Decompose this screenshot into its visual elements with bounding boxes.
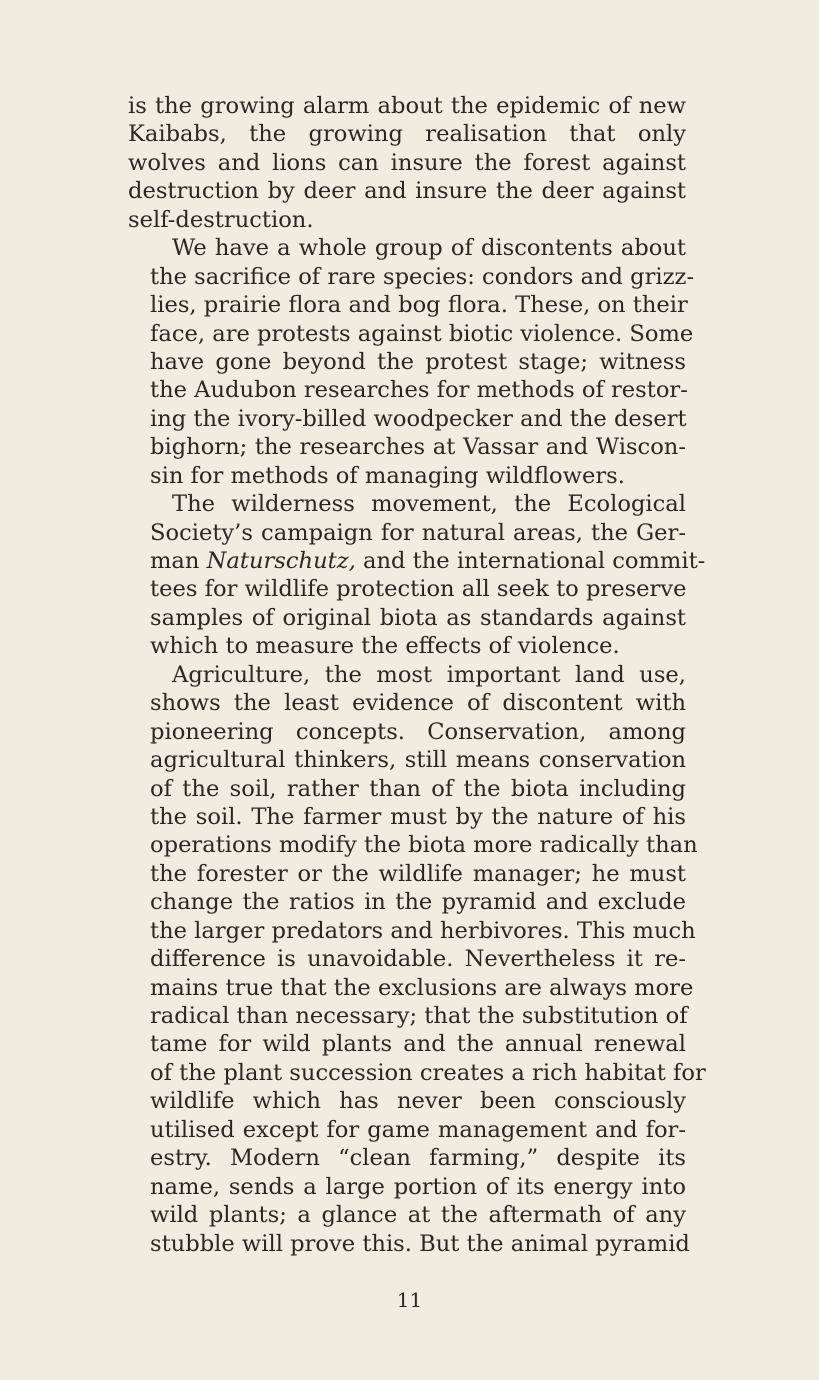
text-line: is the growing alarm about the epidemic of new xyxy=(128,93,686,119)
paragraph-4 xyxy=(128,661,706,1258)
body-text xyxy=(128,92,706,1258)
paragraph-3 xyxy=(128,490,706,661)
text-line: the larger predators and herbivores. This much xyxy=(150,917,696,944)
text-line: bighorn; the researches at Vassar and Wiscon- xyxy=(150,434,686,461)
text-line: tees for wildlife protection all seek to preserve xyxy=(150,576,687,603)
text-line: the sacrifice of rare species: condors and grizz- xyxy=(150,263,695,290)
text-line: tame for wild plants and the annual renewal xyxy=(150,1031,686,1058)
text-line: mains true that the exclusions are always more xyxy=(150,974,694,1001)
text-line: stubble will prove this. But the animal pyramid xyxy=(150,1230,690,1257)
text-line: Society’s campaign for natural areas, the Ger- xyxy=(150,519,686,546)
text-line: ing the ivory-billed woodpecker and the desert xyxy=(150,405,687,432)
text-line: The wilderness movement, the Ecological xyxy=(172,491,686,518)
text-fragment: and the international commit- xyxy=(355,548,706,574)
text-line: name, sends a large portion of its energy into xyxy=(150,1173,686,1200)
text-line: pioneering concepts. Conservation, among xyxy=(150,718,686,745)
text-line: sin for methods of managing wildflowers. xyxy=(150,462,625,489)
text-line: the Audubon researches for methods of restor- xyxy=(150,377,688,404)
text-line: which to measure the effects of violence. xyxy=(150,633,620,660)
paragraph-1 xyxy=(128,92,686,234)
page-number: 11 xyxy=(396,1288,423,1312)
text-line: wildlife which has never been consciously xyxy=(150,1088,686,1115)
text-line: the soil. The farmer must by the nature of his xyxy=(150,803,686,830)
text-line xyxy=(128,547,706,575)
text-line: wild plants; a glance at the aftermath of any xyxy=(150,1202,686,1229)
text-line: We have a whole group of discontents about xyxy=(172,235,686,262)
text-line: Kaibabs, the growing realisation that only xyxy=(128,121,686,148)
text-line: of the plant succession creates a rich habitat for xyxy=(150,1059,706,1086)
text-line: samples of original biota as standards against xyxy=(150,604,686,631)
text-line: difference is unavoidable. Nevertheless it re- xyxy=(150,946,686,973)
text-fragment: man xyxy=(150,548,207,574)
text-line: radical than necessary; that the substitution of xyxy=(150,1003,688,1029)
text-line: change the ratios in the pyramid and exclude xyxy=(150,889,686,916)
text-line: destruction by deer and insure the deer against xyxy=(128,178,686,205)
text-line: lies, prairie flora and bog flora. These, on their xyxy=(150,292,688,319)
text-line: the forester or the wildlife manager; he must xyxy=(150,860,686,887)
text-line: of the soil, rather than of the biota including xyxy=(150,775,686,802)
text-line: face, are protests against biotic violence. Some xyxy=(150,320,694,347)
paragraph-2 xyxy=(128,234,695,490)
text-line: wolves and lions can insure the forest against xyxy=(128,149,686,176)
text-line: estry. Modern “clean farming,” despite its xyxy=(150,1145,686,1172)
text-line: agricultural thinkers, still means conservation xyxy=(150,747,686,774)
text-line: self-destruction. xyxy=(128,206,314,233)
text-line: have gone beyond the protest stage; witness xyxy=(150,348,686,375)
italic-term: Naturschutz, xyxy=(206,548,356,574)
text-line: operations modify the biota more radically than xyxy=(150,832,698,859)
text-line: utilised except for game management and for- xyxy=(150,1116,686,1143)
text-line: shows the least evidence of discontent with xyxy=(150,690,686,717)
text-line: Agriculture, the most important land use, xyxy=(172,661,686,688)
